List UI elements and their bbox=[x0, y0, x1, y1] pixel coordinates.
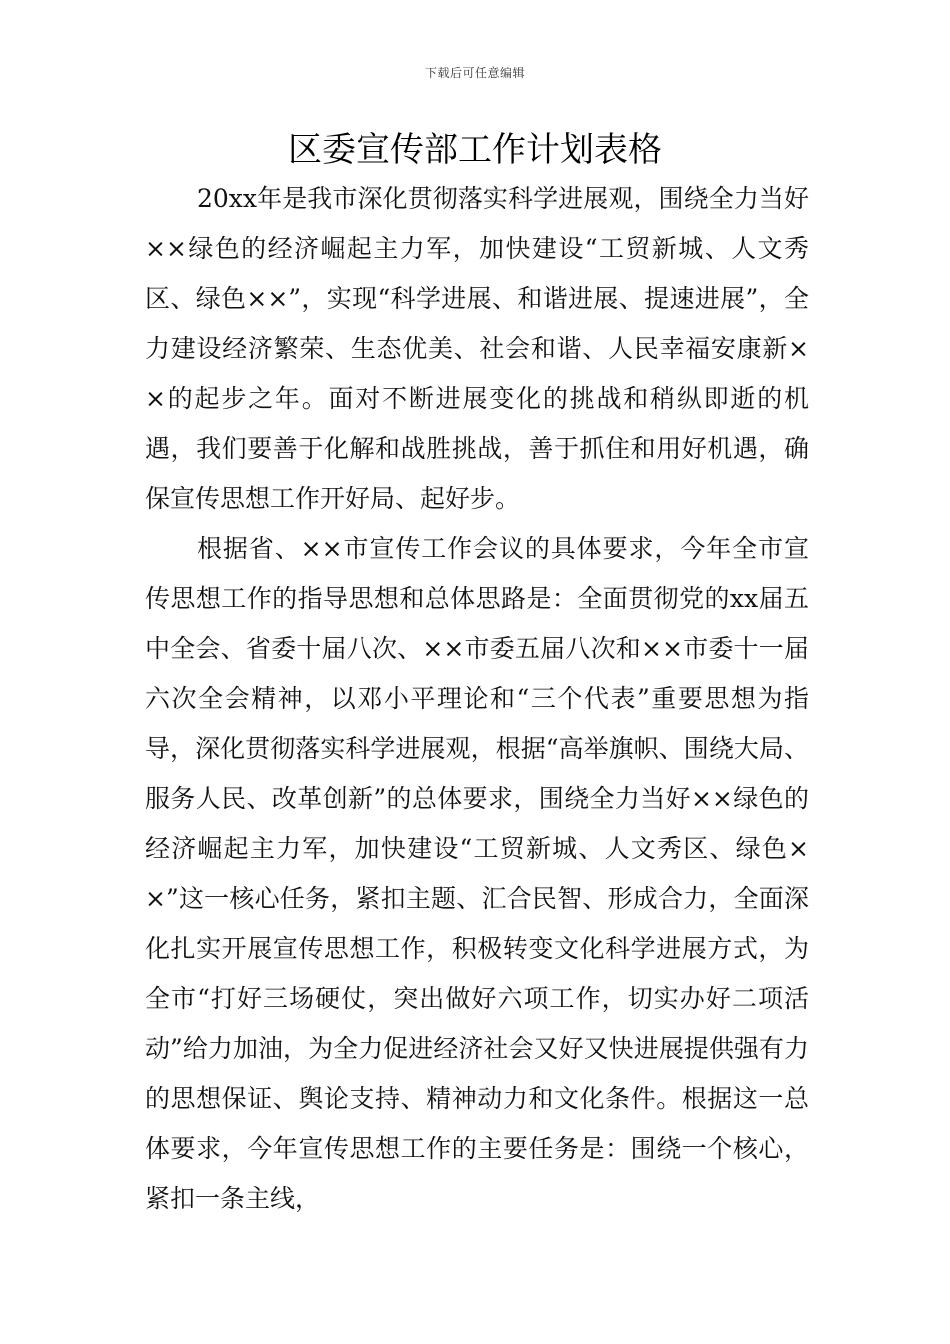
document-body bbox=[145, 174, 809, 1224]
paragraph-2: 根据省、××市宣传工作会议的具体要求，今年全市宣传思想工作的指导思想和总体思路是：全面贯彻党的xx届五中全会、省委十届八次、××市委五届八次和××市委十一届六次全会精神，以邓小平理论和“三个代表”重要思想为指导，深化贯彻落实科学进展观，根据“高举旗帜、围绕大局、服务人民、改革创新”的总体要求，围绕全力当好××绿色的经济崛起主力军，加快建设“工贸新城、人文秀区、绿色××”这一核心任务，紧扣主题、汇合民智、形成合力，全面深化扎实开展宣传思想工作，积极转变文化科学进展方式，为全市“打好三场硬仗，突出做好六项工作，切实办好二项活动”给力加油，为全力促进经济社会又好又快进展提供强有力的思想保证、舆论支持、精神动力和文化条件。根据这一总体要求，今年宣传思想工作的主要任务是：围绕一个核心，紧扣一条主线， bbox=[145, 534, 809, 1213]
paragraph-1: 20xx年是我市深化贯彻落实科学进展观，围绕全力当好××绿色的经济崛起主力军，加快建设“工贸新城、人文秀区、绿色××”，实现“科学进展、和谐进展、提速进展”，全力建设经济繁荣、生态优美、社会和谐、人民幸福安康新××的起步之年。面对不断进展变化的挑战和稍纵即逝的机遇，我们要善于化解和战胜挑战，善于抓住和用好机遇，确保宣传思想工作开好局、起好步。 bbox=[145, 184, 809, 513]
download-note: 下载后可任意编辑 bbox=[424, 66, 525, 80]
document-title: 区委宣传部工作计划表格 bbox=[288, 130, 662, 170]
